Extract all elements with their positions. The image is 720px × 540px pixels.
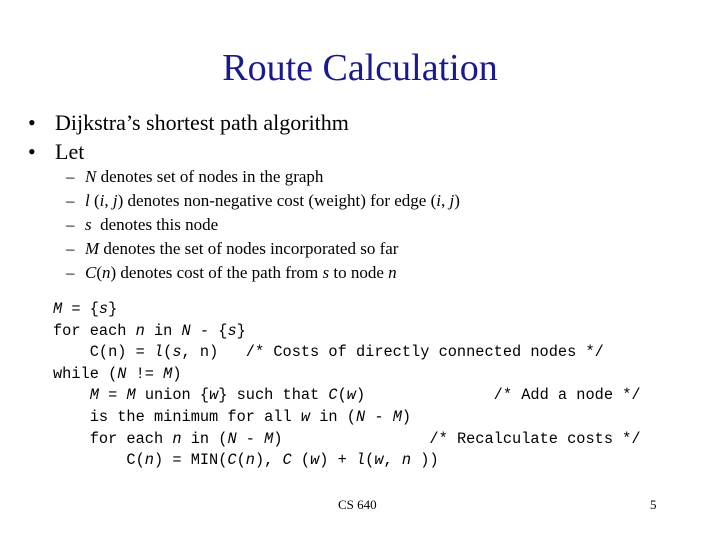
sub-bullet-item [66,261,460,285]
dash-mark: – [66,191,75,210]
text-segment: ) /* Recalculate costs */ [273,429,641,448]
italic-text: s [227,321,237,340]
text-segment: denotes this node [91,215,219,234]
italic-text: n [245,451,255,470]
dash-mark: – [66,239,75,258]
page-number: 5 [650,497,657,512]
bullet-mark: • [28,139,36,164]
italic-text: w [310,451,320,470]
italic-text: n [102,263,111,282]
text-segment: ) /* Add a node */ [355,386,641,405]
bullet-item [28,137,349,166]
italic-text: l [85,191,90,210]
italic-text: N [181,321,191,340]
italic-text: i [99,191,105,210]
sub-bullet-text [85,213,218,237]
italic-text: s [322,263,330,282]
text-segment: ( [236,451,246,470]
bullet-mark: • [28,110,36,135]
text-segment: denotes the set of nodes incorporated so far [99,239,399,258]
italic-text: i [436,191,441,210]
bullet-list [28,108,349,166]
code-line [53,450,641,472]
italic-text: n [144,451,154,470]
code-line [53,342,641,364]
italic-text: s [85,215,92,234]
text-segment: - { [190,321,228,340]
text-segment: , n) /* Costs of directly connected nodes */ [181,343,604,362]
italic-text: C [227,451,237,470]
text-segment: ( [365,451,375,470]
text-segment: != [126,364,164,383]
text-segment: )) [411,451,439,470]
italic-text: s [172,343,182,362]
text-segment: ( [291,451,311,470]
code-line [53,364,641,386]
text-segment: for each [53,429,173,448]
bullet-text: Dijkstra’s shortest path algorithm [55,110,349,135]
italic-text: M [163,364,173,383]
text-segment [53,386,90,404]
italic-text: n [172,429,182,448]
italic-text: C [328,386,338,405]
text-segment: - [236,429,265,448]
text-segment: ), [254,451,283,470]
italic-text: l [355,451,366,470]
text-segment: ) [401,407,412,426]
italic-text: w [209,386,219,405]
text-segment: = [98,386,127,405]
sub-bullet-item [66,165,460,189]
text-segment: ( [337,386,347,405]
sub-bullet-text [85,165,323,189]
sub-bullet-text [85,237,398,261]
text-segment: ) [454,191,460,210]
text-segment: - [365,407,393,426]
italic-text: n [388,263,397,282]
dash-mark: – [66,263,75,282]
italic-text: w [346,386,356,405]
italic-text: M [264,429,274,448]
text-segment: is the minimum for all [53,407,301,426]
dash-mark: – [66,167,75,186]
italic-text: w [374,451,384,470]
italic-text: N [355,407,366,426]
slide-title: Route Calculation [222,47,498,89]
text-segment: } [236,321,246,340]
text-segment: ( [96,263,103,282]
italic-text: N [227,429,237,448]
text-segment: to node [329,263,389,282]
italic-text: j [112,191,118,210]
text-segment: for each [53,321,136,340]
sub-bullet-list [66,165,460,285]
text-segment: ) [172,364,182,383]
italic-text: n [135,321,145,340]
text-segment: ) + [319,451,356,470]
text-segment: } [108,300,118,318]
text-segment: , [104,191,113,210]
italic-text: M [85,239,100,258]
italic-text: M [126,386,136,405]
text-segment: denotes set of nodes in the graph [96,167,324,186]
italic-text: n [401,451,412,470]
text-segment: ( [163,343,173,362]
italic-text: l [153,343,164,362]
text-segment: ) denotes cost of the path from [110,263,323,282]
sub-bullet-text [85,261,397,285]
italic-text: C [282,451,292,470]
bullet-item [28,108,349,137]
text-segment: } such that [218,386,329,405]
code-line [53,385,641,407]
text-segment: while ( [53,364,118,383]
bullet-text: Let [55,139,85,164]
text-segment: ) = MIN( [153,451,228,470]
text-segment: = { [62,300,99,318]
sub-bullet-item [66,237,460,261]
italic-text: w [300,407,311,426]
text-segment: union { [135,386,210,405]
dash-mark: – [66,215,75,234]
italic-text: M [392,407,402,426]
sub-bullet-item [66,189,460,213]
italic-text: N [85,167,97,186]
code-line [53,407,641,429]
text-segment: ) denotes non-negative cost (weight) for edge ( [117,191,437,210]
italic-text: C [85,263,97,282]
code-line [53,429,641,451]
code-line [53,299,641,321]
text-segment: C(n) = [53,343,154,362]
code-line [53,321,641,343]
italic-text: M [53,300,63,318]
text-segment: in [144,321,182,340]
pseudocode-block [53,299,641,472]
italic-text: M [89,386,99,405]
sub-bullet-text [85,189,460,213]
italic-text: j [449,191,455,210]
text-segment: in ( [181,429,228,448]
italic-text: s [98,300,109,318]
text-segment: in ( [310,407,356,426]
italic-text: N [117,364,127,383]
footer-course: CS 640 [338,497,377,512]
sub-bullet-item [66,213,460,237]
text-segment: , [441,191,450,210]
text-segment: ( [89,191,100,210]
text-segment: C( [53,451,145,470]
text-segment: , [383,451,402,470]
